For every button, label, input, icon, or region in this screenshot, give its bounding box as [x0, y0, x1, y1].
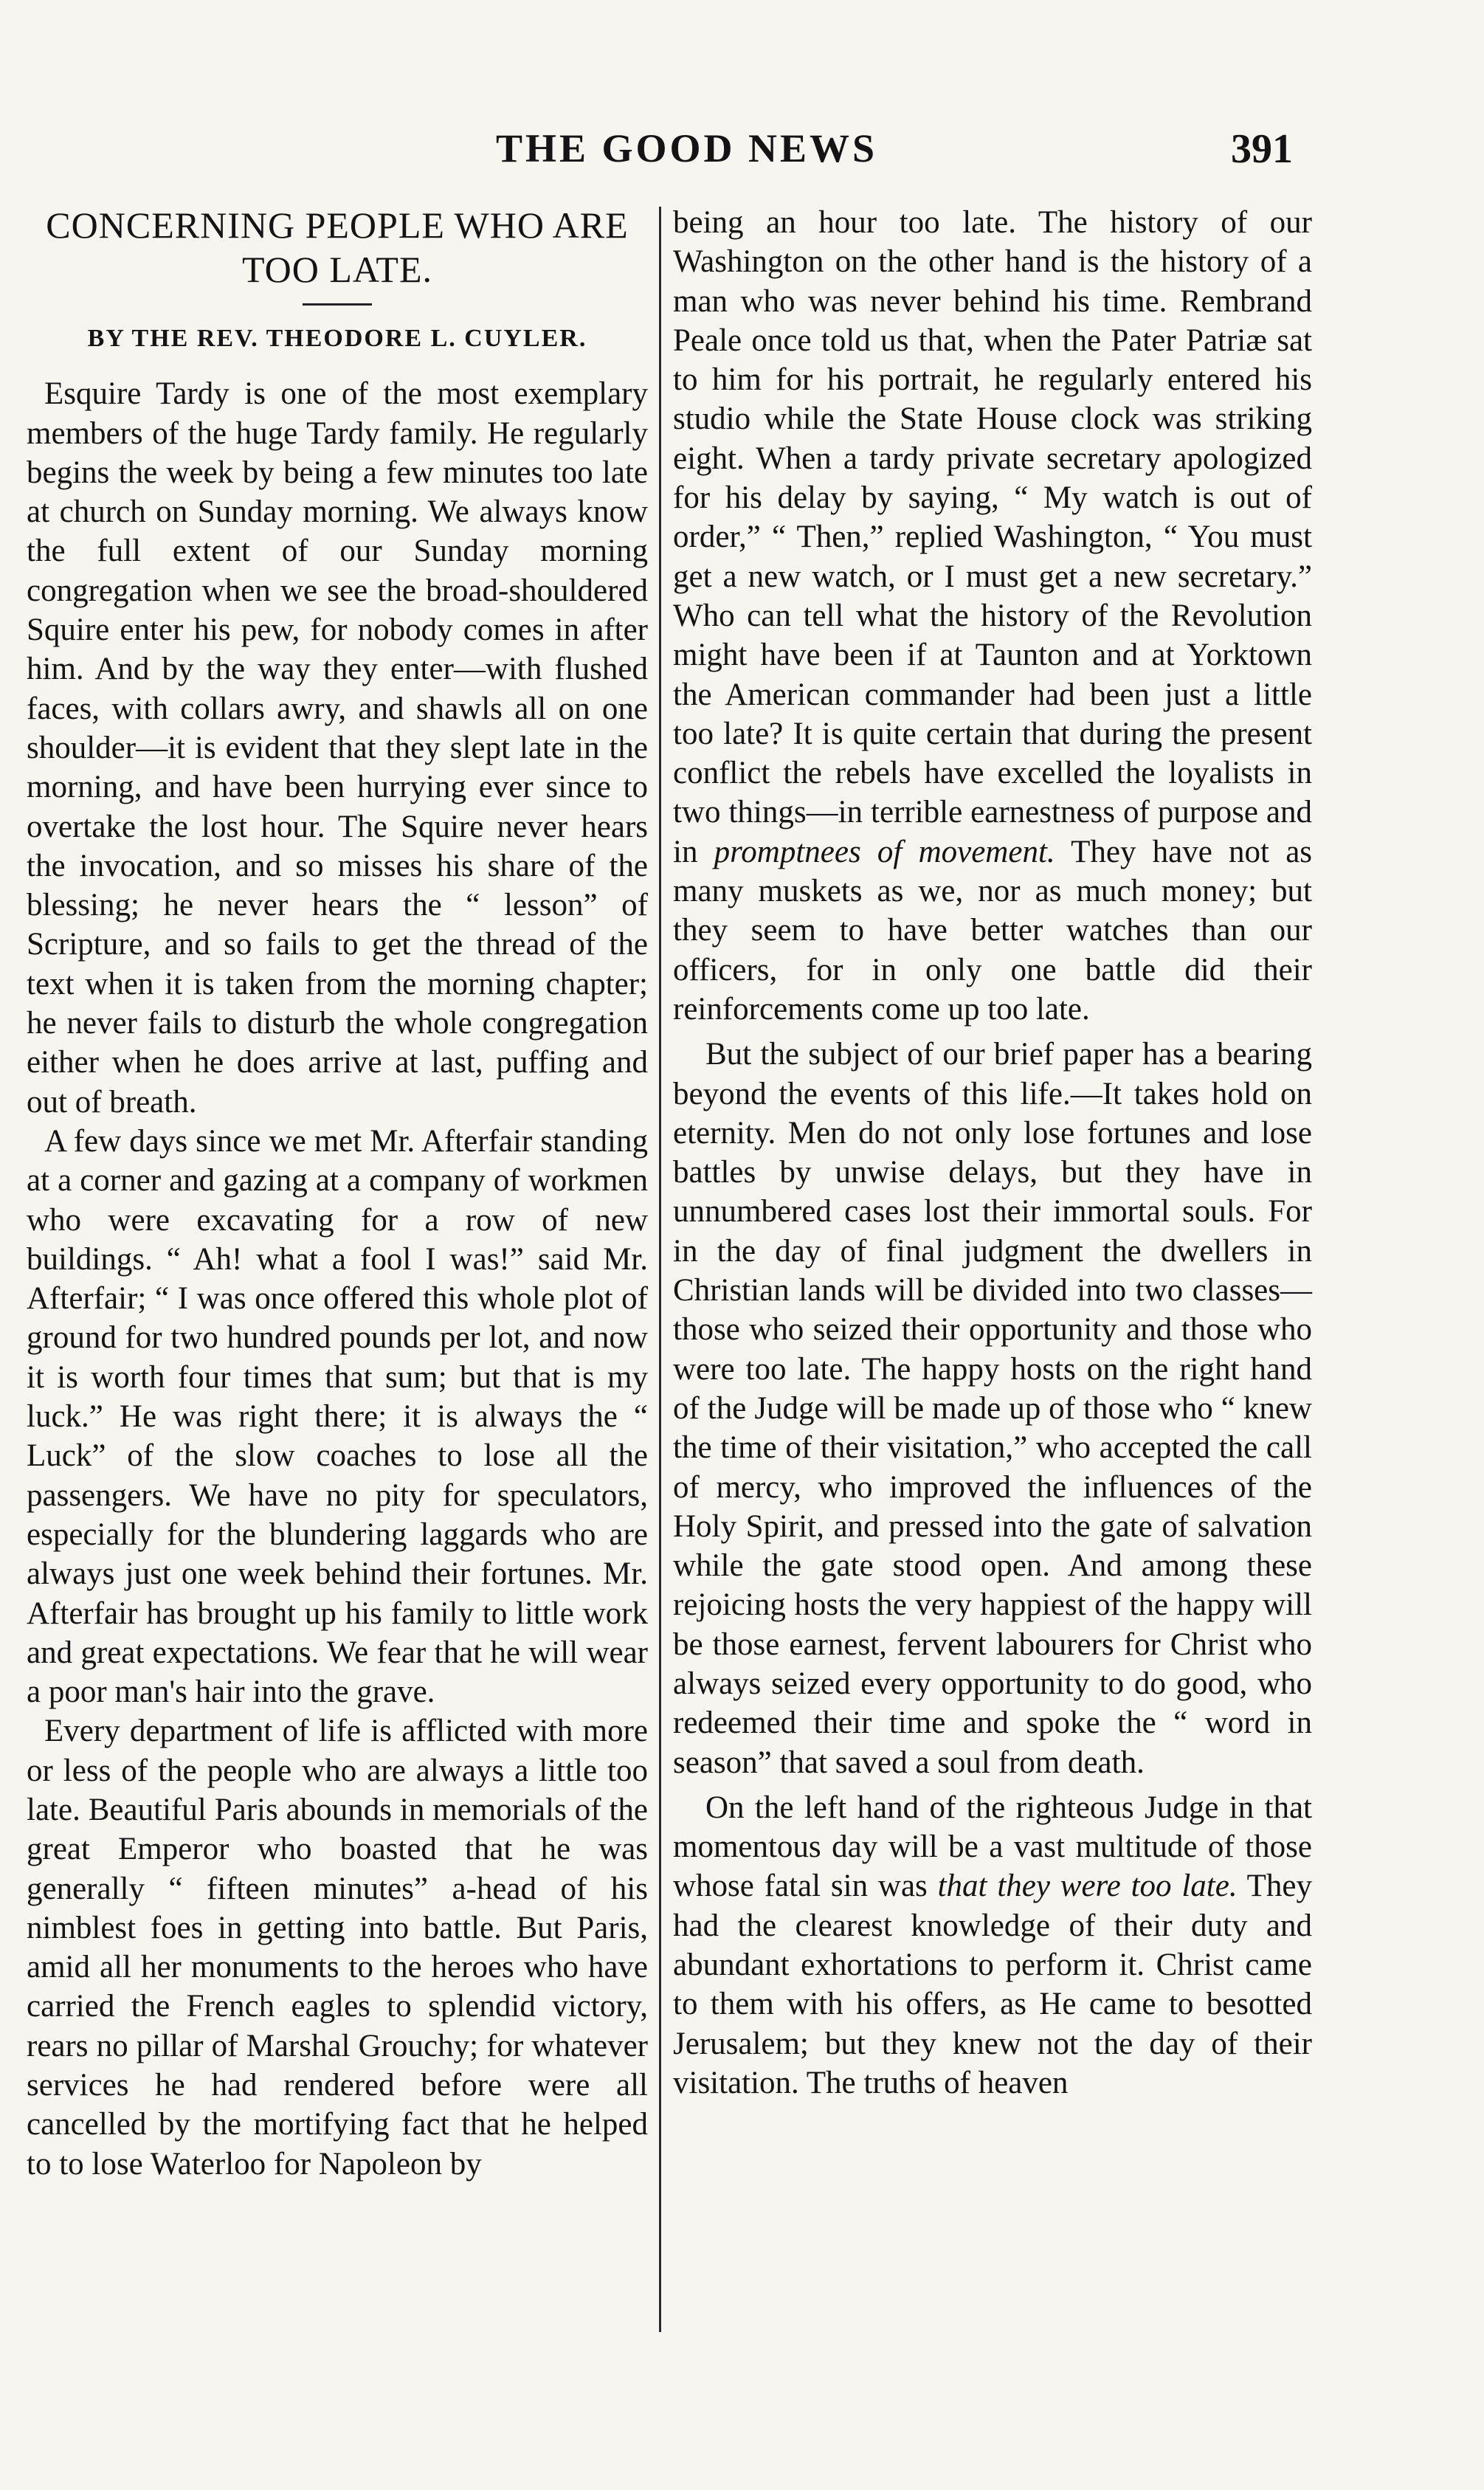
- paragraph-tardy: Esquire Tardy is one of the most exemplary members of the huge Tardy family. He regularly begins the week by being a few minutes too late at church on Sunday morning. We always know the full extent of our Sunday morning congregation when we see the broad-shouldered Squire enter his pew, for nobody comes in after him. And by the way they enter—with flushed faces, with collars awry, and shawls all on one shoulder—it is evident that they slept late in the morning, and have been hurrying ever since to overtake the lost hour. The Squire never hears the invocation, and so misses his share of the blessing; he never hears the “ lesson” of Scripture, and so fails to get the thread of the text when it is taken from the morning chapter; he never fails to disturb the whole congregation either when he does arrive at last, puffing and out of breath.: [27, 376, 648, 1120]
- byline: BY THE REV. THEODORE L. CUYLER.: [87, 325, 587, 352]
- page-number: 391: [1231, 126, 1293, 172]
- article-title-line-2: TOO LATE.: [241, 249, 433, 290]
- paragraph-left-hand-tail: They had the clearest knowledge of their duty and abundant exhortations to perform it. Christ came to them with his offers, as He came to besotted Jerusalem; but they knew not the day of their visitation. The truths of heaven: [673, 1869, 1312, 2100]
- paragraph-paris: Every department of life is afflicted with more or less of the people who are always a little too late. Beautiful Paris abounds in memorials of the great Emperor who boasted that he was generally “ fifteen minutes” a-head of his nimblest foes in getting into battle. But Paris, amid all her monuments to the heroes who have carried the French eagles to splendid victory, rears no pillar of Marshal Grouchy; for whatever services he had rendered before were all cancelled by the mortifying fact that he helped to to lose Waterloo for Napoleon by: [27, 1714, 648, 2182]
- column-divider: [659, 207, 661, 2332]
- paragraph-eternity: But the subject of our brief paper has a bearing beyond the events of this life.—It takes hold on eternity. Men do not only lose fortunes and lose battles by unwise delays, but they have in unnumbered cases lost their immortal souls. For in the day of final judgment the dwellers in Christian lands will be divided into two classes—those who seized their opportunity and those who were too late. The happy hosts on the right hand of the Judge will be made up of those who “ knew the time of their visitation,” who accepted the call of mercy, who improved the influences of the Holy Spirit, and pressed into the gate of salvation while the gate stood open. And among these rejoicing hosts the very happiest of the happy will be those earnest, fervent labourers for Christ who always seized every opportunity to do good, who redeemed their time and spoke the “ word in season” that saved a soul from death.: [673, 1037, 1312, 1780]
- article-title-line-1: CONCERNING PEOPLE WHO ARE: [46, 204, 629, 246]
- emphasis-too-late: that they were too late.: [937, 1869, 1238, 1904]
- title-rule: [303, 303, 372, 306]
- paragraph-washington-text: being an hour too late. The history of our Washington on the other hand is the history of a man who was never behind his time. Rembrand Peale once told us that, when the Pater Patriæ sat to him for his portrait, he regularly entered his studio while the State House clock was striking eight. When a tardy private secretary apologized for his delay by saying, “ My watch is out of order,” “ Then,” replied Washington, “ You must get a new watch, or I must get a new secretary.” Who can tell what the history of the Revolution might have been if at Taunton and at Yorktown the American commander had been just a little too late? It is quite certain that during the present conflict the rebels have excelled the loyalists in two things—in terrible earnestness of purpose and in: [673, 205, 1312, 869]
- running-head: [0, 125, 1484, 184]
- emphasis-promptness: promptnees of movement.: [714, 834, 1055, 869]
- paragraph-afterfair: A few days since we met Mr. Afterfair standing at a corner and gazing at a company of workmen who were excavating for a row of new buildings. “ Ah! what a fool I was!” said Mr. Afterfair; “ I was once offered this whole plot of ground for two hundred pounds per lot, and now it is worth four times that sum; but that is my luck.” He was right there; it is always the “ Luck” of the slow coaches to lose all the passengers. We have no pity for speculators, especially for the blundering laggards who are always just one week behind their fortunes. Mr. Afterfair has brought up his family to little work and great expectations. We fear that he will wear a poor man's hair into the grave.: [27, 1123, 648, 1710]
- paragraph-left-hand: [673, 1788, 1312, 2103]
- publication-title: THE GOOD NEWS: [496, 126, 878, 170]
- paragraph-left-hand-head: On the left hand of the righteous Judge in that momentous day will be a vast multitude of those whose fatal sin was: [673, 1790, 1312, 1904]
- right-column: [673, 203, 1312, 2358]
- article-title: [27, 203, 648, 292]
- paragraph-washington: [673, 203, 1312, 1029]
- paragraph-washington-tail: They have not as many muskets as we, nor as much money; but they seem to have better watches than our officers, for in only one battle did their reinforcements come up too late.: [673, 834, 1313, 1027]
- left-column: [27, 203, 648, 2358]
